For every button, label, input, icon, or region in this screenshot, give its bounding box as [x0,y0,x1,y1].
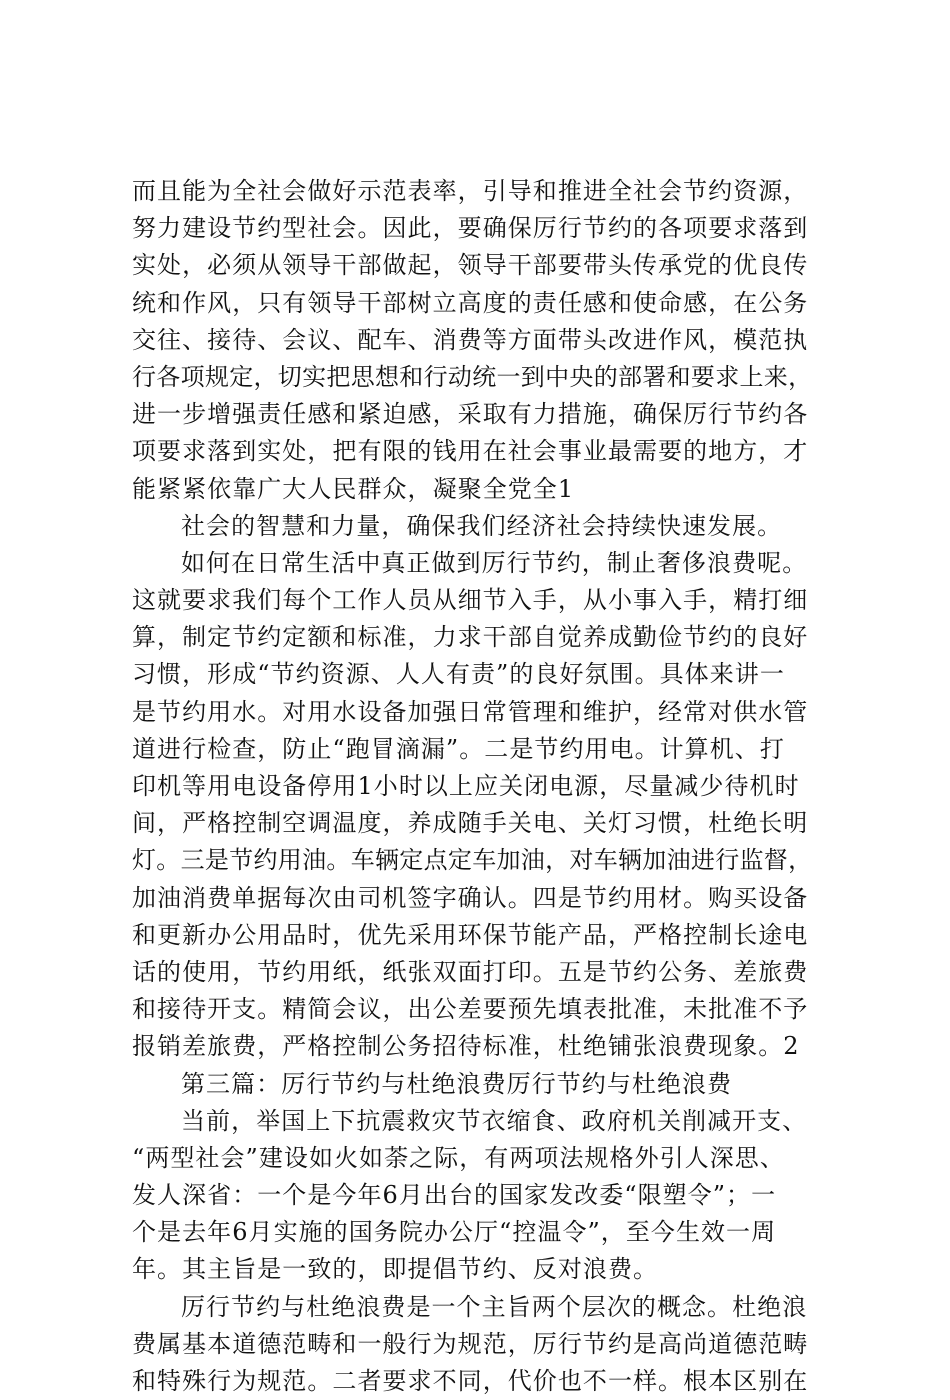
text-line: 而且能为全社会做好示范表率，引导和推进全社会节约资源， [132,177,809,205]
body-text [132,173,832,1400]
text-line: 是节约用水。对用水设备加强日常管理和维护，经常对供水管 [132,697,809,726]
text-line: 第三篇：厉行节约与杜绝浪费厉行节约与杜绝浪费 [181,1069,733,1098]
text-line: 交往、接待、会议、配车、消费等方面带头改进作风，模范执 [132,325,809,354]
text-line: 能紧紧依靠广大人民群众，凝聚全党全1 [132,474,575,503]
text-line: 灯。三是节约用油。车辆定点定车加油，对车辆加油进行监督， [132,846,813,875]
text-line: 厉行节约与杜绝浪费是一个主旨两个层次的概念。杜绝浪 [181,1292,808,1321]
text-line: 努力建设节约型社会。因此，要确保厉行节约的各项要求落到 [132,214,809,243]
text-line: “两型社会”建设如火如荼之际，有两项法规格外引人深思、 [132,1143,785,1172]
text-line: 如何在日常生活中真正做到厉行节约，制止奢侈浪费呢。 [181,548,808,577]
text-line: 这就要求我们每个工作人员从细节入手，从小事入手，精打细 [132,586,809,615]
text-line: 实处，必须从领导干部做起，领导干部要带头传承党的优良传 [132,251,809,280]
text-line: 和接待开支。精简会议，出公差要预先填表批准，未批准不予 [132,995,809,1024]
text-line: 进一步增强责任感和紧迫感，采取有力措施，确保厉行节约各 [132,400,809,429]
text-line: 年。其主旨是一致的，即提倡节约、反对浪费。 [132,1255,659,1284]
text-line: 习惯，形成“节约资源、人人有责”的良好氛围。具体来讲一 [132,660,785,689]
text-line: 报销差旅费，严格控制公务招待标准，杜绝铺张浪费现象。2 [132,1032,800,1061]
text-line: 道进行检查，防止“跑冒滴漏”。二是节约用电。计算机、打 [132,734,785,763]
text-line: 个是去年6月实施的国务院办公厅“控温令”，至今生效一周 [132,1218,777,1247]
text-line: 和更新办公用品时，优先采用环保节能产品，严格控制长途电 [132,920,809,949]
text-line: 和特殊行为规范。二者要求不同，代价也不一样。根本区别在 [132,1367,809,1395]
text-line: 发人深省：一个是今年6月出台的国家发改委“限塑令”；一 [132,1181,777,1210]
text-line: 印机等用电设备停用1小时以上应关闭电源，尽量减少待机时 [132,772,800,800]
text-line: 算，制定节约定额和标准，力求干部自觉养成勤俭节约的良好 [132,623,809,652]
text-line: 加油消费单据每次由司机签字确认。四是节约用材。购买设备 [132,883,809,912]
text-line: 项要求落到实处，把有限的钱用在社会事业最需要的地方，才 [132,437,809,466]
text-line: 行各项规定，切实把思想和行动统一到中央的部署和要求上来， [132,362,813,391]
text-line: 当前，举国上下抗震救灾节衣缩食、政府机关削减开支、 [181,1106,808,1135]
text-line: 话的使用，节约用纸，纸张双面打印。五是节约公务、差旅费 [132,957,809,986]
text-line: 费属基本道德范畴和一般行为规范，厉行节约是高尚道德范畴 [132,1329,809,1358]
text-line: 统和作风，只有领导干部树立高度的责任感和使命感，在公务 [132,288,809,317]
text-line: 间，严格控制空调温度，养成随手关电、关灯习惯，杜绝长明 [132,809,809,838]
text-line: 社会的智慧和力量，确保我们经济社会持续快速发展。 [181,511,783,540]
